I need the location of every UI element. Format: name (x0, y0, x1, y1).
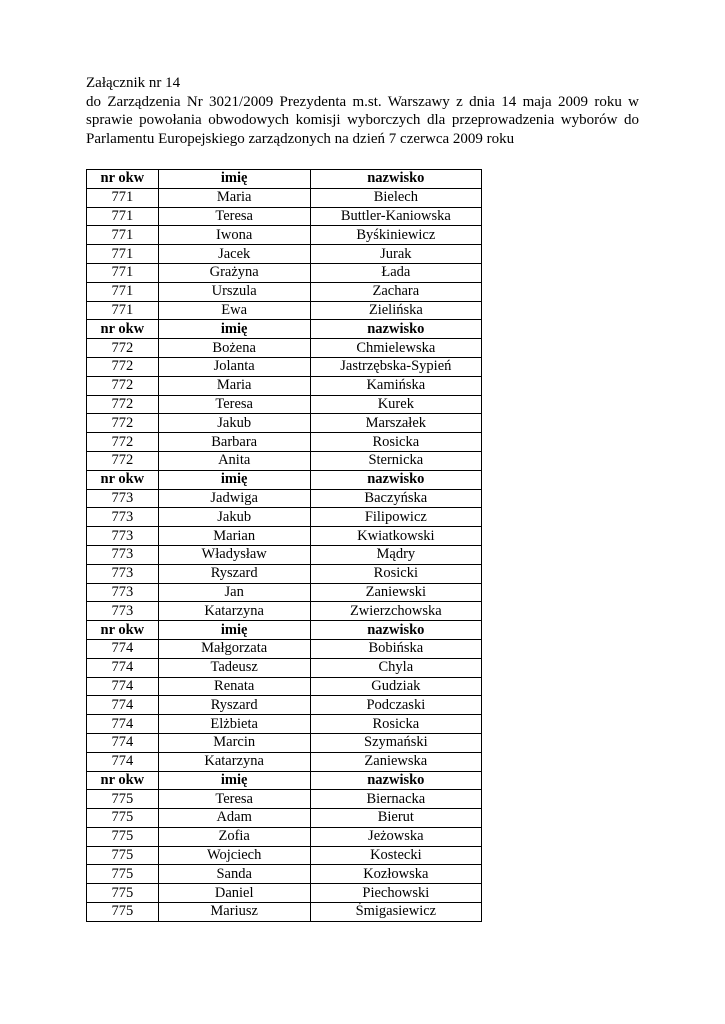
last-name-cell: Byśkiniewicz (310, 226, 481, 245)
last-name-cell: Zaniewska (310, 752, 481, 771)
last-name-cell: Kurek (310, 395, 481, 414)
first-name-cell: Maria (158, 376, 310, 395)
header-nr-okw: nr okw (87, 771, 159, 790)
first-name-cell: Daniel (158, 884, 310, 903)
district-number-cell: 773 (87, 564, 159, 583)
header-nr-okw: nr okw (87, 470, 159, 489)
last-name-cell: Kamińska (310, 376, 481, 395)
table-row (87, 433, 482, 452)
last-name-cell: Mądry (310, 545, 481, 564)
last-name-cell: Marszałek (310, 414, 481, 433)
district-number-cell: 771 (87, 263, 159, 282)
table-row (87, 846, 482, 865)
first-name-cell: Maria (158, 188, 310, 207)
district-number-cell: 771 (87, 207, 159, 226)
table-row (87, 508, 482, 527)
last-name-cell: Bobińska (310, 639, 481, 658)
ordinance-description: do Zarządzenia Nr 3021/2009 Prezydenta m.st. Warszawy z dnia 14 maja 2009 roku w sprawie powołania obwodowych komisji wyborczych dla przeprowadzenia wyborów do Parlamentu Europejskiego zarządzonych na dzień 7 czerwca 2009 roku (86, 93, 639, 147)
table-row (87, 301, 482, 320)
table-header-row (87, 621, 482, 640)
first-name-cell: Marcin (158, 733, 310, 752)
first-name-cell: Teresa (158, 790, 310, 809)
first-name-cell: Adam (158, 809, 310, 828)
document-header (86, 74, 639, 148)
district-number-cell: 772 (87, 357, 159, 376)
district-number-cell: 771 (87, 301, 159, 320)
first-name-cell: Bożena (158, 339, 310, 358)
last-name-cell: Rosicka (310, 433, 481, 452)
table-row (87, 827, 482, 846)
first-name-cell: Mariusz (158, 903, 310, 922)
last-name-cell: Biernacka (310, 790, 481, 809)
last-name-cell: Rosicka (310, 715, 481, 734)
district-number-cell: 775 (87, 884, 159, 903)
district-number-cell: 774 (87, 696, 159, 715)
district-number-cell: 773 (87, 508, 159, 527)
district-number-cell: 775 (87, 809, 159, 828)
table-row (87, 376, 482, 395)
district-number-cell: 773 (87, 527, 159, 546)
header-imie: imię (158, 320, 310, 339)
last-name-cell: Chyla (310, 658, 481, 677)
last-name-cell: Kostecki (310, 846, 481, 865)
district-number-cell: 775 (87, 827, 159, 846)
district-number-cell: 772 (87, 376, 159, 395)
first-name-cell: Katarzyna (158, 602, 310, 621)
last-name-cell: Bierut (310, 809, 481, 828)
first-name-cell: Jolanta (158, 357, 310, 376)
table-row (87, 677, 482, 696)
first-name-cell: Jakub (158, 508, 310, 527)
district-number-cell: 773 (87, 545, 159, 564)
district-number-cell: 771 (87, 282, 159, 301)
district-number-cell: 773 (87, 583, 159, 602)
first-name-cell: Ryszard (158, 564, 310, 583)
table-row (87, 527, 482, 546)
last-name-cell: Rosicki (310, 564, 481, 583)
header-imie: imię (158, 771, 310, 790)
header-imie: imię (158, 470, 310, 489)
district-number-cell: 773 (87, 489, 159, 508)
last-name-cell: Piechowski (310, 884, 481, 903)
last-name-cell: Zwierzchowska (310, 602, 481, 621)
last-name-cell: Bielech (310, 188, 481, 207)
header-nr-okw: nr okw (87, 621, 159, 640)
header-imie: imię (158, 170, 310, 189)
table-row (87, 639, 482, 658)
district-number-cell: 771 (87, 188, 159, 207)
table-row (87, 226, 482, 245)
last-name-cell: Filipowicz (310, 508, 481, 527)
commission-members-table (86, 169, 482, 922)
district-number-cell: 774 (87, 733, 159, 752)
first-name-cell: Renata (158, 677, 310, 696)
first-name-cell: Urszula (158, 282, 310, 301)
last-name-cell: Baczyńska (310, 489, 481, 508)
first-name-cell: Teresa (158, 395, 310, 414)
first-name-cell: Małgorzata (158, 639, 310, 658)
table-row (87, 733, 482, 752)
last-name-cell: Szymański (310, 733, 481, 752)
first-name-cell: Grażyna (158, 263, 310, 282)
table-row (87, 564, 482, 583)
table-row (87, 451, 482, 470)
first-name-cell: Marian (158, 527, 310, 546)
table-row (87, 715, 482, 734)
last-name-cell: Buttler-Kaniowska (310, 207, 481, 226)
table-row (87, 245, 482, 264)
table-row (87, 790, 482, 809)
attachment-title: Załącznik nr 14 (86, 75, 181, 91)
district-number-cell: 774 (87, 677, 159, 696)
first-name-cell: Ryszard (158, 696, 310, 715)
table-row (87, 545, 482, 564)
header-nazwisko: nazwisko (310, 470, 481, 489)
district-number-cell: 772 (87, 395, 159, 414)
header-nazwisko: nazwisko (310, 170, 481, 189)
first-name-cell: Anita (158, 451, 310, 470)
table-header-row (87, 170, 482, 189)
table-row (87, 583, 482, 602)
district-number-cell: 773 (87, 602, 159, 621)
header-nazwisko: nazwisko (310, 771, 481, 790)
first-name-cell: Iwona (158, 226, 310, 245)
header-nr-okw: nr okw (87, 170, 159, 189)
last-name-cell: Podczaski (310, 696, 481, 715)
district-number-cell: 771 (87, 226, 159, 245)
last-name-cell: Kwiatkowski (310, 527, 481, 546)
header-imie: imię (158, 621, 310, 640)
header-nazwisko: nazwisko (310, 621, 481, 640)
table-header-row (87, 470, 482, 489)
table-row (87, 658, 482, 677)
first-name-cell: Katarzyna (158, 752, 310, 771)
table-row (87, 752, 482, 771)
table-row (87, 357, 482, 376)
district-number-cell: 775 (87, 865, 159, 884)
table-row (87, 414, 482, 433)
table-row (87, 903, 482, 922)
district-number-cell: 772 (87, 433, 159, 452)
first-name-cell: Ewa (158, 301, 310, 320)
last-name-cell: Jastrzębska-Sypień (310, 357, 481, 376)
table-row (87, 489, 482, 508)
table-row (87, 207, 482, 226)
header-nazwisko: nazwisko (310, 320, 481, 339)
table-row (87, 282, 482, 301)
last-name-cell: Jurak (310, 245, 481, 264)
first-name-cell: Elżbieta (158, 715, 310, 734)
district-number-cell: 775 (87, 846, 159, 865)
last-name-cell: Jeżowska (310, 827, 481, 846)
first-name-cell: Wojciech (158, 846, 310, 865)
first-name-cell: Władysław (158, 545, 310, 564)
table-row (87, 188, 482, 207)
last-name-cell: Śmigasiewicz (310, 903, 481, 922)
table-row (87, 696, 482, 715)
first-name-cell: Sanda (158, 865, 310, 884)
first-name-cell: Jan (158, 583, 310, 602)
last-name-cell: Chmielewska (310, 339, 481, 358)
last-name-cell: Zielińska (310, 301, 481, 320)
last-name-cell: Sternicka (310, 451, 481, 470)
table-row (87, 263, 482, 282)
district-number-cell: 772 (87, 339, 159, 358)
district-number-cell: 775 (87, 790, 159, 809)
first-name-cell: Jacek (158, 245, 310, 264)
last-name-cell: Łada (310, 263, 481, 282)
district-number-cell: 774 (87, 658, 159, 677)
first-name-cell: Barbara (158, 433, 310, 452)
district-number-cell: 774 (87, 715, 159, 734)
first-name-cell: Teresa (158, 207, 310, 226)
last-name-cell: Zaniewski (310, 583, 481, 602)
table-row (87, 865, 482, 884)
table-header-row (87, 320, 482, 339)
header-nr-okw: nr okw (87, 320, 159, 339)
district-number-cell: 774 (87, 639, 159, 658)
table-row (87, 884, 482, 903)
district-number-cell: 772 (87, 414, 159, 433)
table-body (87, 170, 482, 922)
table-row (87, 339, 482, 358)
table-row (87, 602, 482, 621)
district-number-cell: 775 (87, 903, 159, 922)
first-name-cell: Tadeusz (158, 658, 310, 677)
last-name-cell: Zachara (310, 282, 481, 301)
last-name-cell: Gudziak (310, 677, 481, 696)
district-number-cell: 771 (87, 245, 159, 264)
first-name-cell: Zofia (158, 827, 310, 846)
first-name-cell: Jakub (158, 414, 310, 433)
first-name-cell: Jadwiga (158, 489, 310, 508)
district-number-cell: 772 (87, 451, 159, 470)
table-row (87, 809, 482, 828)
last-name-cell: Kozłowska (310, 865, 481, 884)
table-header-row (87, 771, 482, 790)
district-number-cell: 774 (87, 752, 159, 771)
table-row (87, 395, 482, 414)
